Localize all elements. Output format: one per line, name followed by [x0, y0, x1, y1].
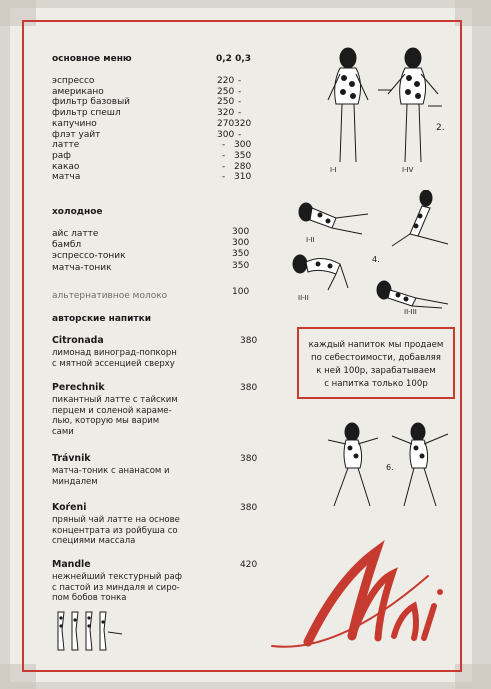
menu-item-name: фильтр базовый — [52, 97, 131, 108]
fig2-mark: II-II — [298, 294, 309, 302]
signature-item-price: 380 — [240, 454, 258, 464]
menu-item-name: эспрессо — [52, 76, 95, 86]
description-line: с пастой из миндаля и сиро- — [52, 582, 180, 593]
menu-item-price-large: 280 — [234, 161, 252, 172]
menu-item-name: капучино — [52, 118, 97, 129]
menu-item-price-small: 250 — [217, 86, 235, 97]
menu-item-name: американо — [52, 86, 104, 97]
menu-item-price-small: 320 — [217, 108, 235, 119]
cold-item-price: 350 — [232, 260, 250, 271]
menu-item-price-large: - — [238, 108, 242, 119]
menu-item-price-small: 300 — [217, 129, 235, 140]
alt-milk-name: альтернативное молоко — [52, 291, 168, 301]
description-line: миндалем — [52, 476, 98, 487]
menu-item-price-large: - — [238, 86, 242, 97]
menu-item-price-large: 300 — [234, 140, 252, 151]
signature-item-name: Trávnik — [52, 453, 91, 464]
cold-item-name: матча-тоник — [52, 262, 112, 273]
signature-item-description — [52, 515, 180, 547]
figure-illustration-2 — [292, 190, 460, 315]
signature-item-description — [52, 466, 170, 487]
menu-item-price-large: - — [238, 97, 242, 108]
menu-item-price-large: 350 — [234, 150, 252, 161]
menu-item-price-small: 250 — [217, 97, 235, 108]
pricing-note — [297, 327, 455, 399]
description-line: нежнейший текстурный раф — [52, 572, 183, 582]
description-line: специями массала — [52, 536, 136, 546]
cold-item-price: 350 — [232, 249, 250, 260]
note-line: по себестоимости, добавляя — [311, 353, 441, 363]
description-line: лимонад виноград-попкорн — [52, 348, 177, 358]
menu-item-price-small: - — [222, 161, 226, 172]
fig1-mark: I-IV — [402, 166, 414, 174]
signature-item-price: 420 — [240, 560, 258, 570]
menu-item-name: латте — [52, 140, 80, 151]
signature-title: авторские напитки — [52, 314, 152, 324]
fig3-number: 6. — [386, 463, 394, 472]
mai-logo — [268, 540, 460, 666]
main-menu-title: основное меню — [52, 54, 132, 64]
menu-item-name: какао — [52, 161, 80, 172]
description-line: перцем и соленой караме- — [52, 405, 172, 416]
signature-item-description — [52, 395, 178, 437]
fig1-number: 2. — [436, 123, 445, 133]
signature-item-price: 380 — [240, 336, 258, 346]
signature-item-description — [52, 572, 182, 604]
signature-item-description — [52, 348, 177, 369]
figure-illustration-3 — [320, 420, 455, 512]
menu-item-price-large: - — [238, 76, 242, 86]
description-line: матча-тоник с ананасом и — [52, 466, 170, 476]
signature-item-name: Citronada — [52, 335, 104, 346]
legs-illustration — [52, 610, 126, 656]
menu-item-price-small: - — [222, 140, 226, 151]
menu-item-name: матча — [52, 172, 81, 183]
signature-item-price: 380 — [240, 383, 258, 393]
description-line: концентрата из ройбуша со — [52, 525, 178, 536]
menu-item-price-small: - — [222, 172, 226, 183]
menu-item-price-large: 310 — [234, 172, 252, 183]
cold-title: холодное — [52, 207, 103, 217]
cold-item-price: 300 — [232, 227, 250, 237]
cold-item-price: 300 — [232, 238, 250, 249]
menu-item-name: фильтр спешл — [52, 108, 121, 119]
menu-item-name: флэт уайт — [52, 129, 101, 140]
menu-item-price-large: - — [238, 129, 242, 140]
fig2-mark: II-III — [404, 308, 417, 315]
description-line: с мятной эссенцией сверху — [52, 358, 175, 369]
note-line: к ней 100р, зарабатываем — [316, 366, 436, 376]
note-line: с напитка только 100р — [324, 379, 428, 389]
menu-item-name: раф — [52, 150, 71, 161]
signature-item-name: Mandle — [52, 559, 91, 570]
cold-item-name: эспрессо-тоник — [52, 251, 126, 262]
description-line: сами — [52, 426, 74, 437]
menu-item-price-small: 270 — [217, 118, 235, 129]
menu-item-price-large: 320 — [234, 118, 252, 129]
figure-illustration-1 — [318, 44, 453, 174]
description-line: лью, которую мы варим — [52, 416, 160, 426]
signature-item-price: 380 — [240, 503, 258, 513]
fig2-number: 4. — [372, 255, 380, 264]
alt-milk-price: 100 — [232, 287, 250, 297]
description-line: пом бобов тонка — [52, 593, 127, 603]
cold-item-name: бамбл — [52, 240, 82, 251]
size-header: 0,2 0,3 — [216, 54, 252, 64]
menu-item-price-small: 220 — [217, 76, 235, 86]
fig2-mark: I-II — [306, 236, 315, 244]
signature-item-name: Perechnik — [52, 382, 105, 393]
note-line: каждый напиток мы продаем — [308, 340, 444, 350]
description-line: пряный чай латте на основе — [52, 515, 180, 525]
description-line: пикантный латте с тайским — [52, 395, 178, 405]
signature-item-name: Koŕeni — [52, 502, 87, 513]
menu-item-price-small: - — [222, 150, 226, 161]
fig1-mark: I-I — [330, 166, 337, 174]
cold-item-name: айс латте — [52, 229, 99, 239]
